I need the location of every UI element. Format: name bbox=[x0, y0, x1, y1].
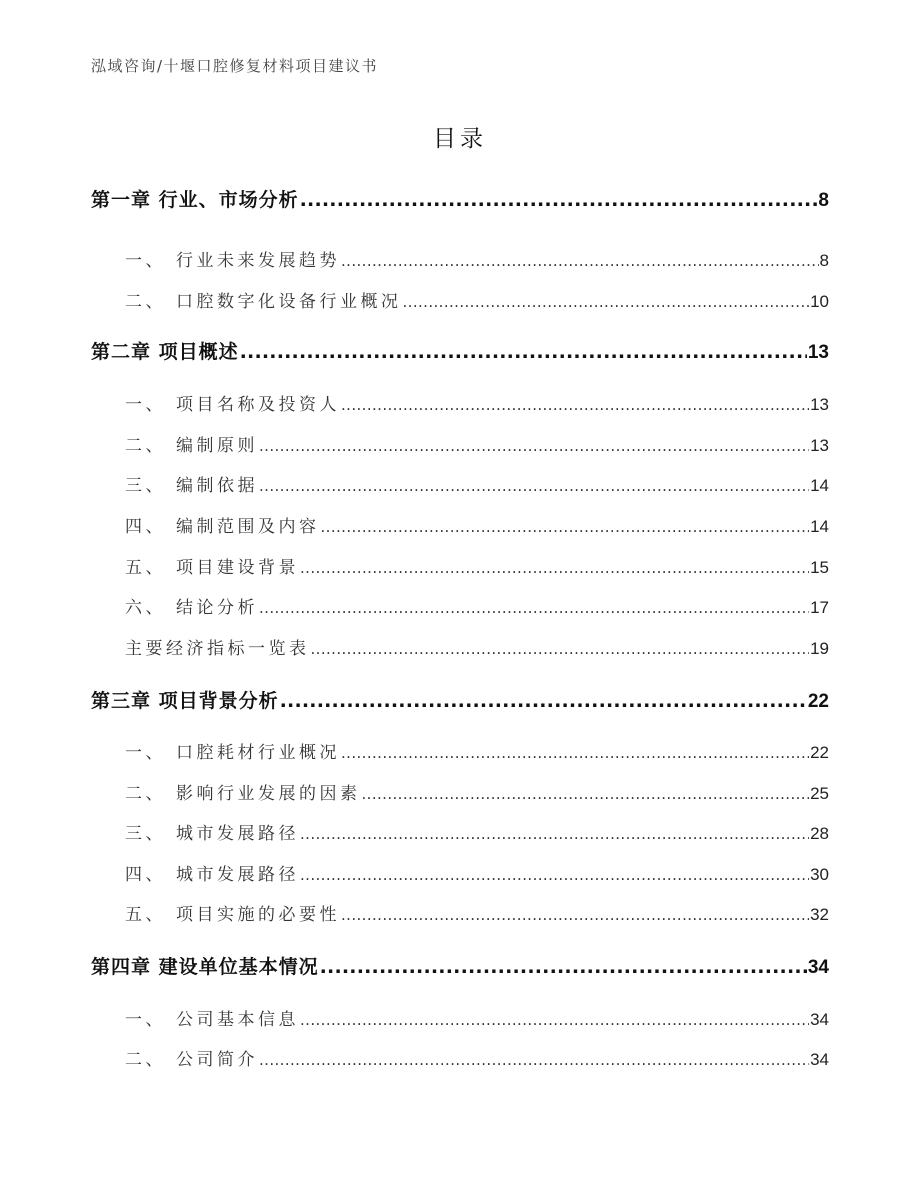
toc-page-number: 13 bbox=[807, 342, 829, 363]
dot-leader bbox=[341, 744, 809, 762]
running-header: 泓域咨询/十堰口腔修复材料项目建议书 bbox=[91, 57, 379, 75]
toc-label: 结论分析 bbox=[176, 598, 258, 618]
toc-section-number: 三、 bbox=[125, 824, 166, 844]
toc-chapter-1[interactable] bbox=[91, 185, 829, 212]
toc-section[interactable] bbox=[125, 471, 829, 496]
toc-section-number: 五、 bbox=[125, 905, 166, 925]
dot-leader bbox=[341, 252, 819, 270]
toc-page-number: 17 bbox=[810, 598, 829, 617]
dot-leader bbox=[403, 293, 810, 311]
toc-label: 编制依据 bbox=[176, 476, 258, 496]
toc-label: 第三章 项目背景分析 bbox=[91, 690, 279, 712]
toc-page-number: 28 bbox=[810, 824, 829, 843]
toc-section[interactable] bbox=[125, 593, 829, 618]
toc-chapter-4[interactable] bbox=[91, 952, 829, 979]
dot-leader bbox=[311, 640, 810, 658]
toc-section-number: 二、 bbox=[125, 1050, 166, 1070]
dot-leader bbox=[240, 341, 807, 363]
toc-section[interactable] bbox=[125, 779, 829, 804]
toc-section-number: 一、 bbox=[125, 1010, 166, 1030]
toc-page-number: 32 bbox=[810, 905, 829, 924]
toc-page-number: 34 bbox=[810, 1010, 829, 1029]
toc-label: 公司基本信息 bbox=[176, 1010, 299, 1030]
dot-leader bbox=[259, 599, 809, 617]
toc-label: 编制范围及内容 bbox=[176, 517, 320, 537]
toc-section[interactable] bbox=[125, 819, 829, 844]
toc-label: 第一章 行业、市场分析 bbox=[91, 189, 299, 211]
toc-label: 第二章 项目概述 bbox=[91, 341, 239, 363]
toc-section[interactable] bbox=[125, 390, 829, 415]
toc-chapter-3[interactable] bbox=[91, 686, 829, 713]
dot-leader bbox=[320, 956, 807, 978]
toc-section[interactable] bbox=[125, 246, 829, 271]
toc-page-number: 30 bbox=[810, 865, 829, 884]
toc-section-number: 四、 bbox=[125, 865, 166, 885]
toc-section[interactable] bbox=[125, 512, 829, 537]
toc-section-number: 三、 bbox=[125, 476, 166, 496]
toc-section[interactable] bbox=[125, 1005, 829, 1030]
dot-leader bbox=[259, 1051, 809, 1069]
toc-page-number: 10 bbox=[810, 292, 829, 311]
toc-page-number: 13 bbox=[810, 395, 829, 414]
toc-page-number: 14 bbox=[810, 476, 829, 495]
dot-leader bbox=[259, 477, 809, 495]
dot-leader bbox=[259, 437, 809, 455]
toc-label: 第四章 建设单位基本情况 bbox=[91, 956, 319, 978]
toc-page-number: 15 bbox=[810, 558, 829, 577]
toc-section-number: 二、 bbox=[125, 292, 166, 312]
dot-leader bbox=[300, 559, 809, 577]
dot-leader bbox=[362, 785, 810, 803]
toc-label: 口腔耗材行业概况 bbox=[176, 743, 340, 763]
toc-page-number: 34 bbox=[807, 957, 829, 978]
toc-section[interactable] bbox=[125, 738, 829, 763]
dot-leader bbox=[280, 690, 807, 712]
dot-leader bbox=[321, 518, 810, 536]
toc-chapter-2[interactable] bbox=[91, 337, 829, 364]
toc-section-number: 二、 bbox=[125, 784, 166, 804]
toc-section-number: 四、 bbox=[125, 517, 166, 537]
toc-section[interactable] bbox=[125, 900, 829, 925]
toc-label: 影响行业发展的因素 bbox=[176, 784, 361, 804]
toc-label: 公司简介 bbox=[176, 1050, 258, 1070]
toc-title: 目录 bbox=[433, 126, 487, 152]
dot-leader bbox=[300, 866, 809, 884]
toc-section[interactable] bbox=[125, 860, 829, 885]
toc-section[interactable] bbox=[125, 431, 829, 456]
toc-page-number: 8 bbox=[818, 190, 829, 211]
toc-label: 项目实施的必要性 bbox=[176, 905, 340, 925]
toc-label: 编制原则 bbox=[176, 436, 258, 456]
toc-label: 城市发展路径 bbox=[176, 824, 299, 844]
toc-label: 口腔数字化设备行业概况 bbox=[176, 292, 402, 312]
toc-page-number: 13 bbox=[810, 436, 829, 455]
toc-page-number: 14 bbox=[810, 517, 829, 536]
toc-section[interactable] bbox=[125, 287, 829, 312]
dot-leader bbox=[300, 825, 809, 843]
dot-leader bbox=[341, 906, 809, 924]
toc-section-number: 五、 bbox=[125, 558, 166, 578]
toc-section-number: 六、 bbox=[125, 598, 166, 618]
toc-label: 城市发展路径 bbox=[176, 865, 299, 885]
toc-section-number: 二、 bbox=[125, 436, 166, 456]
toc-label: 项目建设背景 bbox=[176, 558, 299, 578]
toc-page-number: 22 bbox=[810, 743, 829, 762]
toc-page-number: 34 bbox=[810, 1050, 829, 1069]
toc-section-number: 一、 bbox=[125, 395, 166, 415]
toc-section-number: 一、 bbox=[125, 251, 166, 271]
toc-section[interactable] bbox=[125, 634, 829, 659]
toc-label: 行业未来发展趋势 bbox=[176, 251, 340, 271]
toc-page-number: 25 bbox=[810, 784, 829, 803]
toc-label: 主要经济指标一览表 bbox=[125, 639, 310, 659]
toc-section[interactable] bbox=[125, 1045, 829, 1070]
toc-section-number: 一、 bbox=[125, 743, 166, 763]
toc-page-number: 8 bbox=[819, 251, 829, 270]
dot-leader bbox=[300, 189, 818, 211]
toc-page-number: 19 bbox=[810, 639, 829, 658]
toc-label: 项目名称及投资人 bbox=[176, 395, 340, 415]
dot-leader bbox=[341, 396, 809, 414]
toc-page-number: 22 bbox=[807, 691, 829, 712]
toc-section[interactable] bbox=[125, 553, 829, 578]
dot-leader bbox=[300, 1011, 809, 1029]
